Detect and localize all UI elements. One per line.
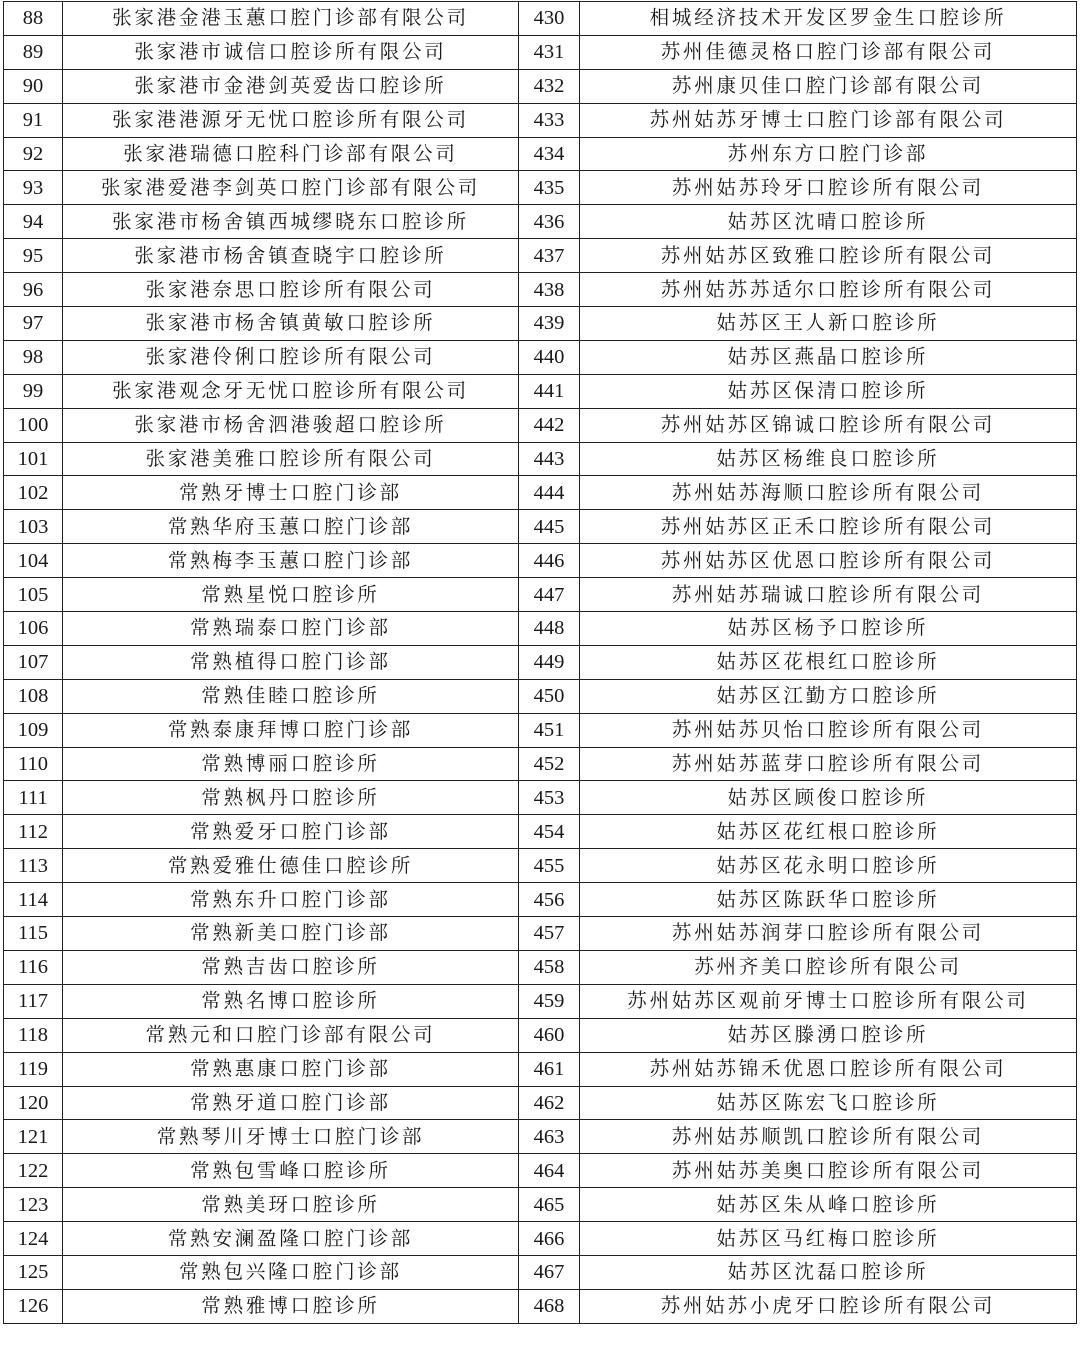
right-clinic-name-cell: 苏州姑苏顺凯口腔诊所有限公司	[580, 1120, 1077, 1154]
left-clinic-name-cell: 常熟琴川牙博士口腔门诊部	[63, 1120, 519, 1154]
right-number-cell: 430	[519, 2, 580, 36]
left-clinic-name-cell: 常熟博丽口腔诊所	[63, 747, 519, 781]
right-clinic-name-cell: 苏州佳德灵格口腔门诊部有限公司	[580, 35, 1077, 69]
right-number-cell: 445	[519, 510, 580, 544]
table-row	[4, 442, 1077, 476]
table-row	[4, 510, 1077, 544]
right-number-cell: 464	[519, 1154, 580, 1188]
table-row	[4, 1188, 1077, 1222]
left-clinic-name-cell: 常熟星悦口腔诊所	[63, 578, 519, 612]
right-clinic-name-cell: 姑苏区花根红口腔诊所	[580, 645, 1077, 679]
right-clinic-name-cell: 苏州姑苏小虎牙口腔诊所有限公司	[580, 1289, 1077, 1323]
left-clinic-name-cell: 常熟瑞泰口腔门诊部	[63, 612, 519, 646]
table-row	[4, 917, 1077, 951]
left-number-cell: 96	[4, 273, 63, 307]
table-row	[4, 984, 1077, 1018]
right-clinic-name-cell: 苏州姑苏区致雅口腔诊所有限公司	[580, 239, 1077, 273]
left-number-cell: 113	[4, 849, 63, 883]
left-clinic-name-cell: 常熟植得口腔门诊部	[63, 645, 519, 679]
right-clinic-name-cell: 姑苏区杨维良口腔诊所	[580, 442, 1077, 476]
right-number-cell: 451	[519, 713, 580, 747]
right-clinic-name-cell: 姑苏区马红梅口腔诊所	[580, 1222, 1077, 1256]
right-clinic-name-cell: 苏州姑苏牙博士口腔门诊部有限公司	[580, 103, 1077, 137]
right-number-cell: 456	[519, 883, 580, 917]
left-number-cell: 102	[4, 476, 63, 510]
table-row	[4, 476, 1077, 510]
left-clinic-name-cell: 张家港伶俐口腔诊所有限公司	[63, 340, 519, 374]
right-number-cell: 440	[519, 340, 580, 374]
right-clinic-name-cell: 苏州姑苏区观前牙博士口腔诊所有限公司	[580, 984, 1077, 1018]
right-clinic-name-cell: 姑苏区滕湧口腔诊所	[580, 1018, 1077, 1052]
table-row	[4, 578, 1077, 612]
right-number-cell: 466	[519, 1222, 580, 1256]
right-number-cell: 437	[519, 239, 580, 273]
right-number-cell: 463	[519, 1120, 580, 1154]
table-row	[4, 2, 1077, 36]
left-number-cell: 116	[4, 950, 63, 984]
table-row	[4, 883, 1077, 917]
left-clinic-name-cell: 常熟安澜盈隆口腔门诊部	[63, 1222, 519, 1256]
left-clinic-name-cell: 张家港美雅口腔诊所有限公司	[63, 442, 519, 476]
table-row	[4, 815, 1077, 849]
right-clinic-name-cell: 姑苏区花永明口腔诊所	[580, 849, 1077, 883]
left-number-cell: 97	[4, 307, 63, 341]
right-clinic-name-cell: 苏州姑苏锦禾优恩口腔诊所有限公司	[580, 1052, 1077, 1086]
left-clinic-name-cell: 常熟美玡口腔诊所	[63, 1188, 519, 1222]
left-number-cell: 124	[4, 1222, 63, 1256]
left-number-cell: 90	[4, 69, 63, 103]
left-number-cell: 88	[4, 2, 63, 36]
right-clinic-name-cell: 姑苏区王人新口腔诊所	[580, 307, 1077, 341]
left-number-cell: 122	[4, 1154, 63, 1188]
table-row	[4, 747, 1077, 781]
right-clinic-name-cell: 苏州姑苏区正禾口腔诊所有限公司	[580, 510, 1077, 544]
left-clinic-name-cell: 常熟爱雅仕德佳口腔诊所	[63, 849, 519, 883]
right-clinic-name-cell: 姑苏区顾俊口腔诊所	[580, 781, 1077, 815]
right-number-cell: 452	[519, 747, 580, 781]
left-clinic-name-cell: 常熟包雪峰口腔诊所	[63, 1154, 519, 1188]
right-clinic-name-cell: 姑苏区陈宏飞口腔诊所	[580, 1086, 1077, 1120]
table-row	[4, 1222, 1077, 1256]
left-clinic-name-cell: 常熟佳睦口腔诊所	[63, 679, 519, 713]
left-clinic-name-cell: 张家港港源牙无忧口腔诊所有限公司	[63, 103, 519, 137]
left-number-cell: 117	[4, 984, 63, 1018]
left-number-cell: 123	[4, 1188, 63, 1222]
left-number-cell: 92	[4, 137, 63, 171]
left-number-cell: 109	[4, 713, 63, 747]
left-clinic-name-cell: 张家港市杨舍镇黄敏口腔诊所	[63, 307, 519, 341]
right-clinic-name-cell: 苏州齐美口腔诊所有限公司	[580, 950, 1077, 984]
right-number-cell: 465	[519, 1188, 580, 1222]
right-number-cell: 433	[519, 103, 580, 137]
left-number-cell: 101	[4, 442, 63, 476]
left-number-cell: 104	[4, 544, 63, 578]
left-number-cell: 112	[4, 815, 63, 849]
right-number-cell: 446	[519, 544, 580, 578]
table-row	[4, 781, 1077, 815]
table-row	[4, 1018, 1077, 1052]
left-clinic-name-cell: 常熟名博口腔诊所	[63, 984, 519, 1018]
right-number-cell: 461	[519, 1052, 580, 1086]
table-row	[4, 645, 1077, 679]
table-row	[4, 1154, 1077, 1188]
left-number-cell: 120	[4, 1086, 63, 1120]
right-number-cell: 442	[519, 408, 580, 442]
left-number-cell: 126	[4, 1289, 63, 1323]
left-clinic-name-cell: 常熟泰康拜博口腔门诊部	[63, 713, 519, 747]
left-number-cell: 108	[4, 679, 63, 713]
right-number-cell: 455	[519, 849, 580, 883]
left-number-cell: 103	[4, 510, 63, 544]
left-number-cell: 121	[4, 1120, 63, 1154]
right-number-cell: 459	[519, 984, 580, 1018]
left-clinic-name-cell: 张家港市诚信口腔诊所有限公司	[63, 35, 519, 69]
right-clinic-name-cell: 苏州姑苏贝怡口腔诊所有限公司	[580, 713, 1077, 747]
right-number-cell: 447	[519, 578, 580, 612]
table-row	[4, 171, 1077, 205]
right-clinic-name-cell: 姑苏区沈晴口腔诊所	[580, 205, 1077, 239]
left-number-cell: 105	[4, 578, 63, 612]
left-number-cell: 95	[4, 239, 63, 273]
left-clinic-name-cell: 常熟惠康口腔门诊部	[63, 1052, 519, 1086]
table-row	[4, 35, 1077, 69]
left-number-cell: 118	[4, 1018, 63, 1052]
table-row	[4, 1255, 1077, 1289]
right-clinic-name-cell: 相城经济技术开发区罗金生口腔诊所	[580, 2, 1077, 36]
left-number-cell: 115	[4, 917, 63, 951]
left-number-cell: 114	[4, 883, 63, 917]
right-number-cell: 436	[519, 205, 580, 239]
left-clinic-name-cell: 张家港市杨舍镇西城缪晓东口腔诊所	[63, 205, 519, 239]
right-number-cell: 467	[519, 1255, 580, 1289]
left-clinic-name-cell: 张家港市杨舍泗港骏超口腔诊所	[63, 408, 519, 442]
table-row	[4, 205, 1077, 239]
right-number-cell: 444	[519, 476, 580, 510]
right-clinic-name-cell: 苏州姑苏海顺口腔诊所有限公司	[580, 476, 1077, 510]
left-clinic-name-cell: 常熟牙道口腔门诊部	[63, 1086, 519, 1120]
right-clinic-name-cell: 苏州东方口腔门诊部	[580, 137, 1077, 171]
table-row	[4, 137, 1077, 171]
left-number-cell: 107	[4, 645, 63, 679]
right-number-cell: 441	[519, 374, 580, 408]
table-row	[4, 1289, 1077, 1323]
left-clinic-name-cell: 常熟东升口腔门诊部	[63, 883, 519, 917]
left-clinic-name-cell: 张家港金港玉蕙口腔门诊部有限公司	[63, 2, 519, 36]
left-clinic-name-cell: 张家港奈思口腔诊所有限公司	[63, 273, 519, 307]
table-row	[4, 273, 1077, 307]
right-number-cell: 453	[519, 781, 580, 815]
right-number-cell: 431	[519, 35, 580, 69]
right-number-cell: 438	[519, 273, 580, 307]
table-row	[4, 713, 1077, 747]
left-number-cell: 110	[4, 747, 63, 781]
table-row	[4, 950, 1077, 984]
right-clinic-name-cell: 苏州姑苏美奥口腔诊所有限公司	[580, 1154, 1077, 1188]
right-clinic-name-cell: 苏州康贝佳口腔门诊部有限公司	[580, 69, 1077, 103]
left-number-cell: 93	[4, 171, 63, 205]
table-row	[4, 1120, 1077, 1154]
clinic-list-table	[3, 1, 1077, 1324]
left-number-cell: 89	[4, 35, 63, 69]
right-number-cell: 448	[519, 612, 580, 646]
right-number-cell: 462	[519, 1086, 580, 1120]
right-number-cell: 450	[519, 679, 580, 713]
table-body	[4, 2, 1077, 1324]
right-number-cell: 458	[519, 950, 580, 984]
table-row	[4, 679, 1077, 713]
left-clinic-name-cell: 常熟牙博士口腔门诊部	[63, 476, 519, 510]
table-row	[4, 374, 1077, 408]
right-clinic-name-cell: 姑苏区保清口腔诊所	[580, 374, 1077, 408]
left-clinic-name-cell: 张家港市杨舍镇查晓宇口腔诊所	[63, 239, 519, 273]
right-clinic-name-cell: 苏州姑苏瑞诚口腔诊所有限公司	[580, 578, 1077, 612]
left-number-cell: 94	[4, 205, 63, 239]
left-number-cell: 106	[4, 612, 63, 646]
table-row	[4, 544, 1077, 578]
left-clinic-name-cell: 常熟雅博口腔诊所	[63, 1289, 519, 1323]
left-clinic-name-cell: 常熟吉齿口腔诊所	[63, 950, 519, 984]
right-number-cell: 454	[519, 815, 580, 849]
left-clinic-name-cell: 张家港瑞德口腔科门诊部有限公司	[63, 137, 519, 171]
right-clinic-name-cell: 苏州姑苏区锦诚口腔诊所有限公司	[580, 408, 1077, 442]
table-row	[4, 849, 1077, 883]
left-number-cell: 125	[4, 1255, 63, 1289]
right-clinic-name-cell: 苏州姑苏润芽口腔诊所有限公司	[580, 917, 1077, 951]
right-number-cell: 460	[519, 1018, 580, 1052]
table-row	[4, 103, 1077, 137]
right-number-cell: 468	[519, 1289, 580, 1323]
left-clinic-name-cell: 常熟梅李玉蕙口腔门诊部	[63, 544, 519, 578]
right-clinic-name-cell: 姑苏区沈磊口腔诊所	[580, 1255, 1077, 1289]
left-clinic-name-cell: 张家港爱港李剑英口腔门诊部有限公司	[63, 171, 519, 205]
right-number-cell: 457	[519, 917, 580, 951]
right-number-cell: 449	[519, 645, 580, 679]
right-clinic-name-cell: 苏州姑苏区优恩口腔诊所有限公司	[580, 544, 1077, 578]
table-row	[4, 1086, 1077, 1120]
table-row	[4, 340, 1077, 374]
left-clinic-name-cell: 张家港市金港剑英爱齿口腔诊所	[63, 69, 519, 103]
right-clinic-name-cell: 姑苏区燕晶口腔诊所	[580, 340, 1077, 374]
left-number-cell: 119	[4, 1052, 63, 1086]
table-row	[4, 1052, 1077, 1086]
right-number-cell: 432	[519, 69, 580, 103]
right-clinic-name-cell: 苏州姑苏蓝芽口腔诊所有限公司	[580, 747, 1077, 781]
right-clinic-name-cell: 姑苏区陈跃华口腔诊所	[580, 883, 1077, 917]
left-number-cell: 98	[4, 340, 63, 374]
right-clinic-name-cell: 苏州姑苏玲牙口腔诊所有限公司	[580, 171, 1077, 205]
left-clinic-name-cell: 常熟包兴隆口腔门诊部	[63, 1255, 519, 1289]
left-number-cell: 99	[4, 374, 63, 408]
table-row	[4, 612, 1077, 646]
left-clinic-name-cell: 常熟枫丹口腔诊所	[63, 781, 519, 815]
left-number-cell: 91	[4, 103, 63, 137]
right-clinic-name-cell: 姑苏区花红根口腔诊所	[580, 815, 1077, 849]
table-row	[4, 239, 1077, 273]
left-clinic-name-cell: 常熟华府玉蕙口腔门诊部	[63, 510, 519, 544]
right-number-cell: 435	[519, 171, 580, 205]
left-clinic-name-cell: 张家港观念牙无忧口腔诊所有限公司	[63, 374, 519, 408]
table-row	[4, 307, 1077, 341]
right-number-cell: 439	[519, 307, 580, 341]
table-row	[4, 69, 1077, 103]
right-clinic-name-cell: 姑苏区朱从峰口腔诊所	[580, 1188, 1077, 1222]
table-row	[4, 408, 1077, 442]
left-clinic-name-cell: 常熟爱牙口腔门诊部	[63, 815, 519, 849]
left-number-cell: 100	[4, 408, 63, 442]
right-clinic-name-cell: 姑苏区杨予口腔诊所	[580, 612, 1077, 646]
left-clinic-name-cell: 常熟元和口腔门诊部有限公司	[63, 1018, 519, 1052]
right-clinic-name-cell: 姑苏区江勤方口腔诊所	[580, 679, 1077, 713]
right-number-cell: 434	[519, 137, 580, 171]
left-number-cell: 111	[4, 781, 63, 815]
left-clinic-name-cell: 常熟新美口腔门诊部	[63, 917, 519, 951]
right-clinic-name-cell: 苏州姑苏苏适尔口腔诊所有限公司	[580, 273, 1077, 307]
right-number-cell: 443	[519, 442, 580, 476]
